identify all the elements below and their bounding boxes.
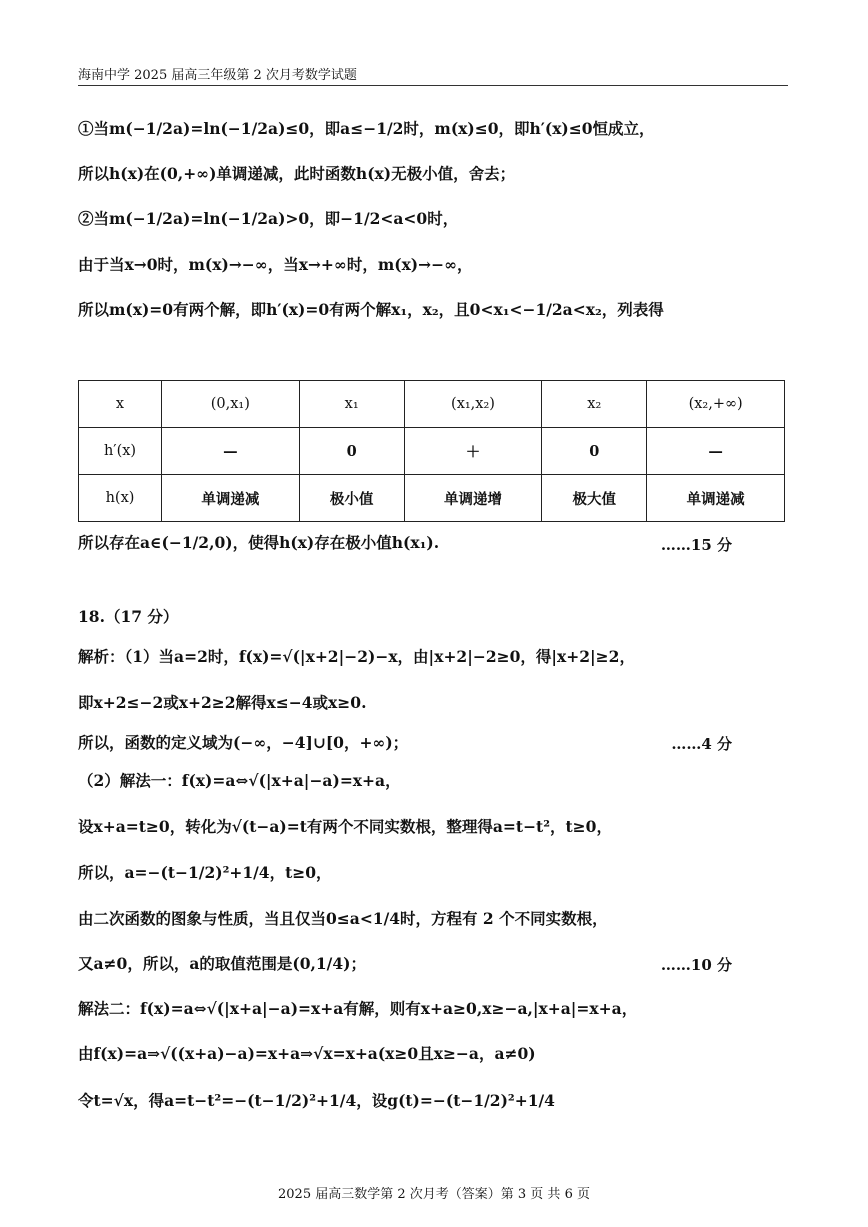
- table-cell: x₂: [542, 381, 647, 428]
- table-cell: 0: [542, 428, 647, 475]
- table-cell: (x₁,x₂): [404, 381, 542, 428]
- table-row: [79, 475, 785, 522]
- solution-line: ①当m(−1/2a)=ln(−1/2a)≤0，即a≤−1/2时，m(x)≤0，即h′(x)≤0恒成立，: [78, 119, 655, 138]
- solution-line: 又a≠0，所以，a的取值范围是(0,1/4)；: [78, 954, 366, 973]
- solution-line: 所以存在a∈(−1/2,0)，使得h(x)存在极小值h(x₁).: [78, 533, 440, 552]
- solution-line: 所以h(x)在(0,+∞)单调递减，此时函数h(x)无极小值，舍去；: [78, 164, 516, 183]
- table-cell: 极大值: [542, 475, 647, 522]
- variation-table: [78, 380, 785, 522]
- table-cell: —: [162, 428, 300, 475]
- solution-line: 由于当x→0时，m(x)→−∞，当x→+∞时，m(x)→−∞，: [78, 255, 473, 274]
- solution-line: （2）解法一：f(x)=a⇔√(|x+a|−a)=x+a，: [78, 771, 401, 790]
- page-footer: 2025 届高三数学第 2 次月考（答案）第 3 页 共 6 页: [278, 1187, 590, 1202]
- table-cell: 极小值: [299, 475, 404, 522]
- solution-line: 由二次函数的图象与性质，当且仅当0≤a<1/4时，方程有 2 个不同实数根，: [78, 909, 608, 928]
- score-mark: ……15 分: [660, 536, 732, 554]
- page-header: 海南中学 2025 届高三年级第 2 次月考数学试题: [78, 64, 788, 86]
- row-header-cell: x: [79, 381, 162, 428]
- table-row: [79, 428, 785, 475]
- solution-line: 所以，函数的定义域为(−∞，−4]∪[0，+∞)；: [78, 733, 409, 752]
- solution-line: 由f(x)=a⇒√((x+a)−a)=x+a⇒√x=x+a(x≥0且x≥−a，a≠0): [78, 1044, 536, 1063]
- solution-line: 令t=√x，得a=t−t²=−(t−1/2)²+1/4，设g(t)=−(t−1/2)²+1/4: [78, 1091, 555, 1110]
- row-header-cell: h′(x): [79, 428, 162, 475]
- table-cell: 0: [299, 428, 404, 475]
- table-cell: (0,x₁): [162, 381, 300, 428]
- table-row: [79, 381, 785, 428]
- table-cell: 单调递减: [647, 475, 785, 522]
- score-mark: ……4 分: [671, 735, 732, 753]
- solution-line: 所以，a=−(t−1/2)²+1/4，t≥0，: [78, 863, 332, 882]
- table-cell: —: [647, 428, 785, 475]
- table-cell: 单调递减: [162, 475, 300, 522]
- table-cell: ＋: [404, 428, 542, 475]
- table-cell: 单调递增: [404, 475, 542, 522]
- solution-line: 所以m(x)=0有两个解，即h′(x)=0有两个解x₁，x₂，且0<x₁<−1/2a<x₂，列表得: [78, 300, 664, 319]
- question-number: 18.（17 分）: [78, 607, 179, 626]
- solution-line: 解析：（1）当a=2时，f(x)=√(|x+2|−2)−x，由|x+2|−2≥0，得|x+2|≥2，: [78, 647, 635, 666]
- solution-line: 即x+2≤−2或x+2≥2解得x≤−4或x≥0.: [78, 693, 367, 712]
- table-cell: (x₂,+∞): [647, 381, 785, 428]
- score-mark: ……10 分: [660, 956, 732, 974]
- solution-line: 解法二：f(x)=a⇔√(|x+a|−a)=x+a有解，则有x+a≥0,x≥−a,|x+a|=x+a，: [78, 999, 638, 1018]
- row-header-cell: h(x): [79, 475, 162, 522]
- table-cell: x₁: [299, 381, 404, 428]
- solution-line: 设x+a=t≥0，转化为√(t−a)=t有两个不同实数根，整理得a=t−t²，t≥0，: [78, 817, 612, 836]
- solution-line: ②当m(−1/2a)=ln(−1/2a)>0，即−1/2<a<0时，: [78, 209, 459, 228]
